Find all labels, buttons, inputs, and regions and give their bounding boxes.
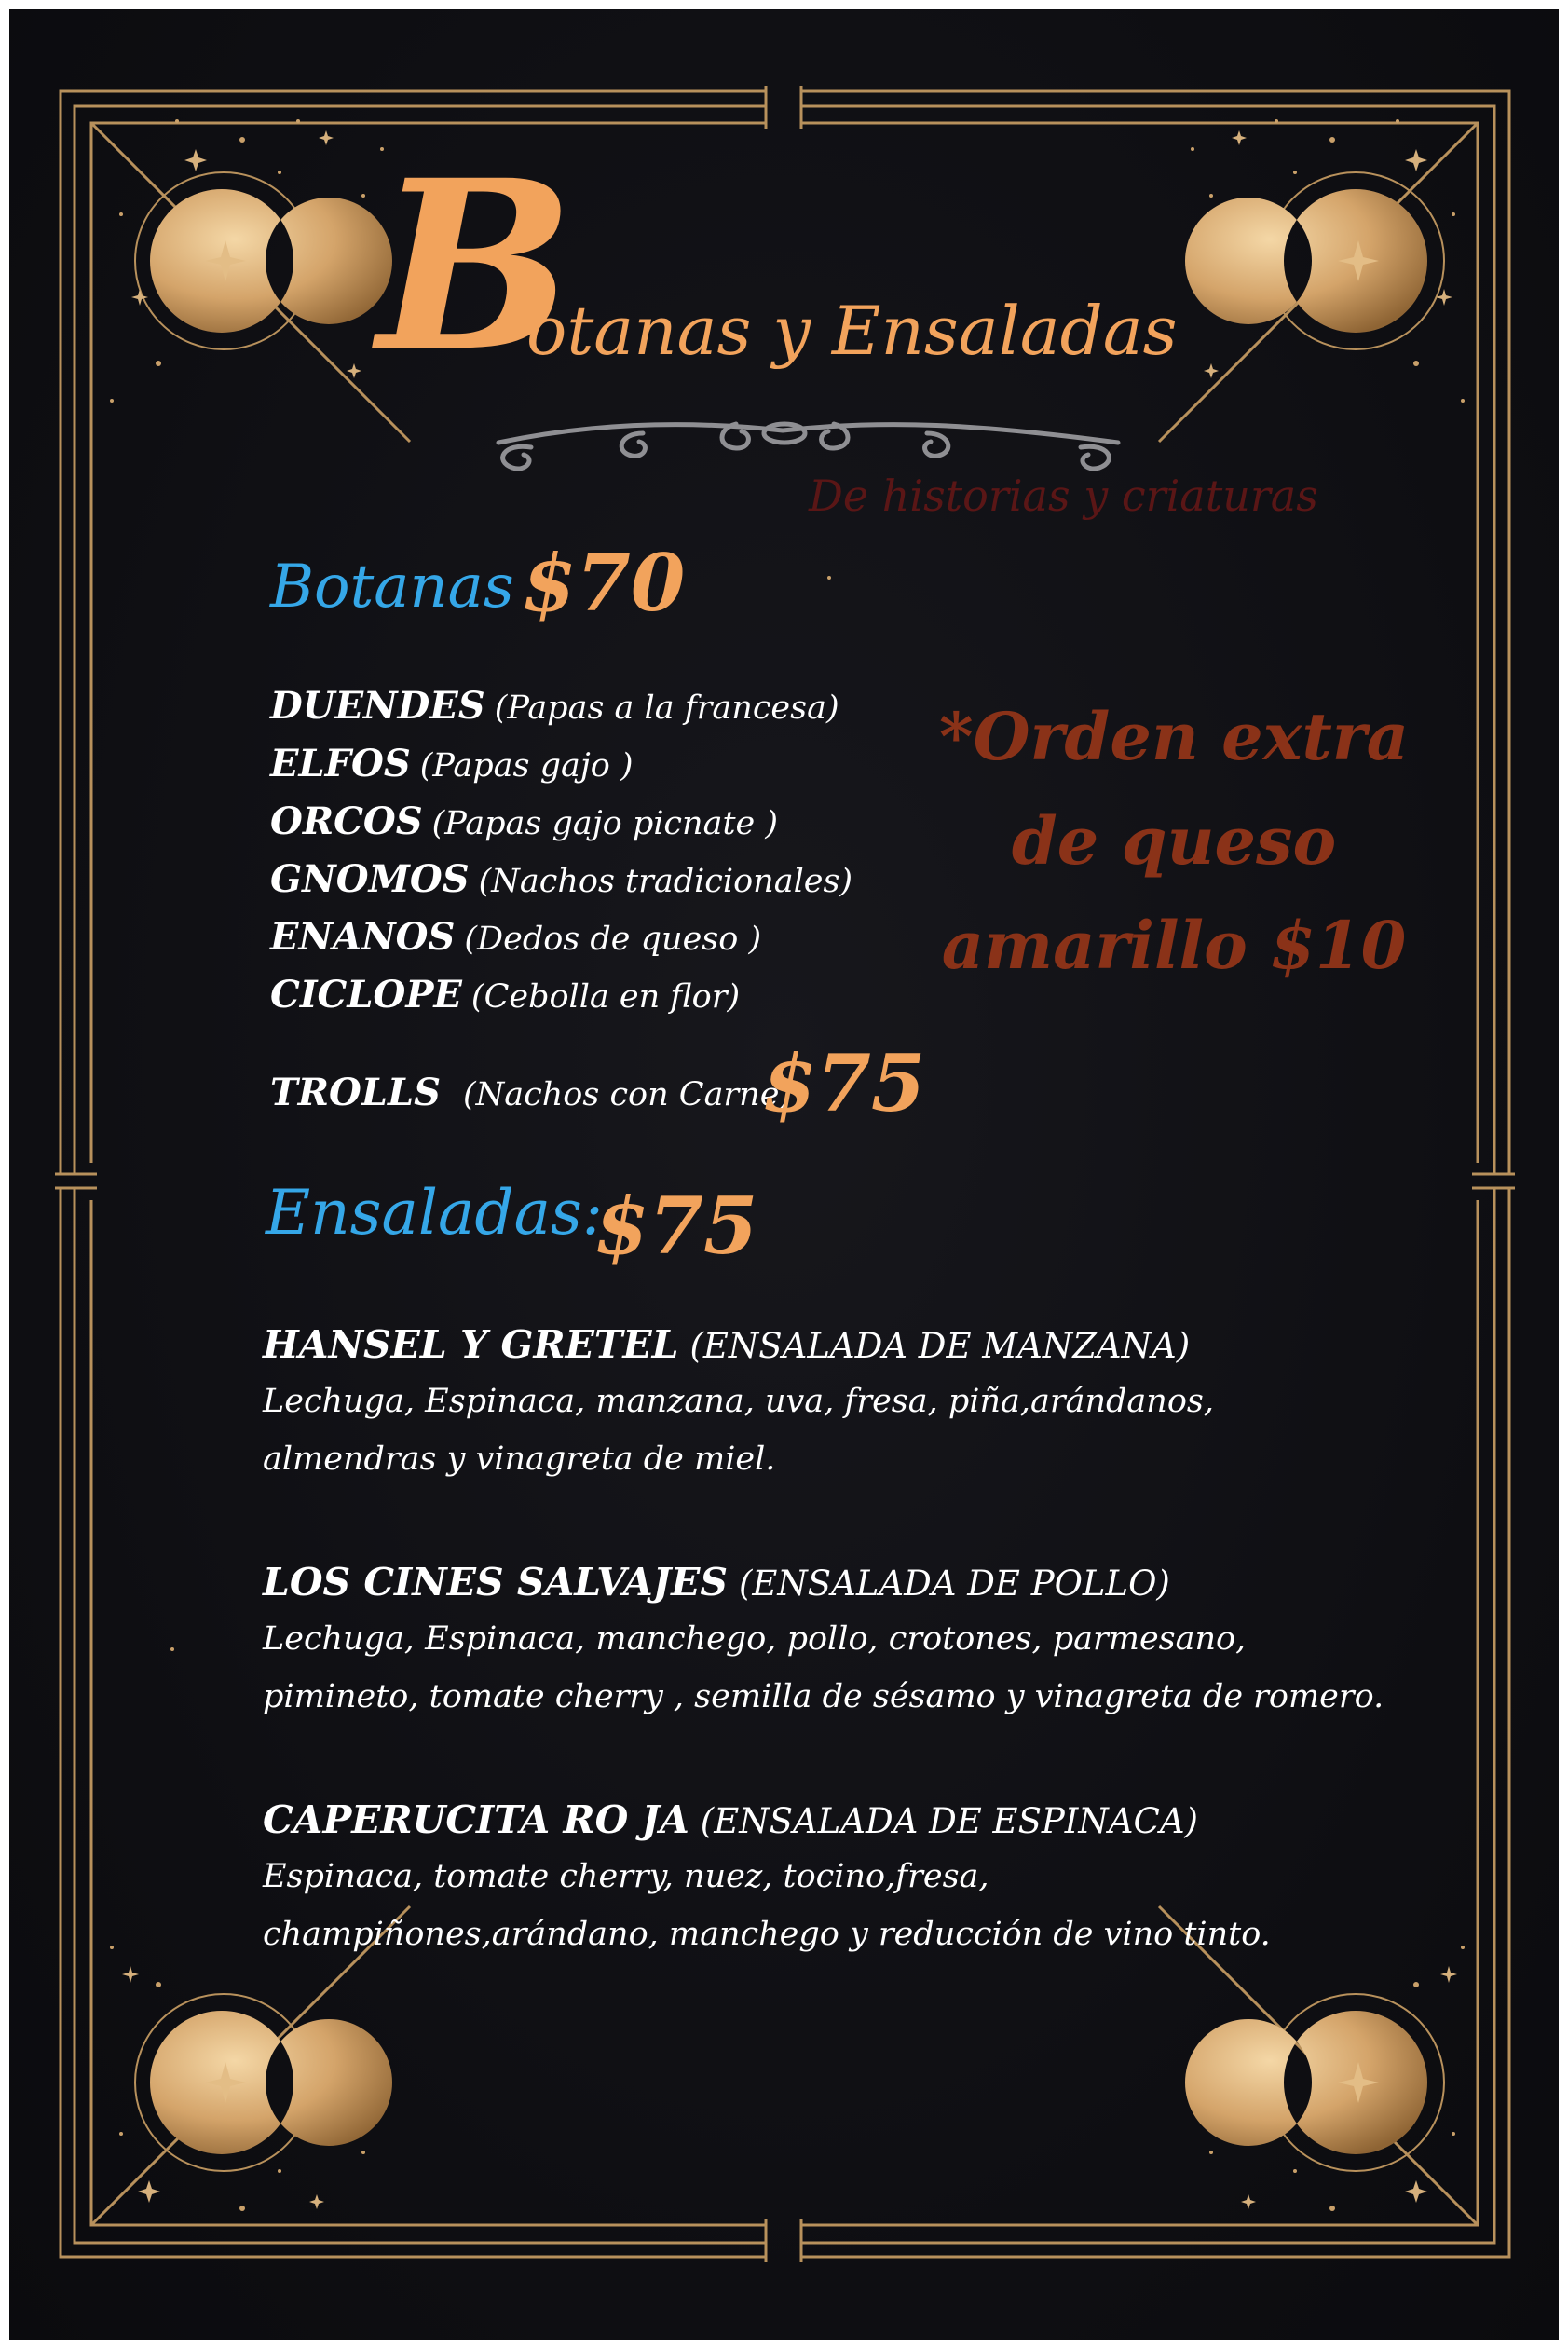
item-description: (Nachos con Carne)	[463, 1076, 793, 1113]
item-description: (Papas gajo )	[419, 747, 634, 785]
salad-ingredients: champiñones,arándano, manchego y reducción de vino tinto.	[263, 1916, 1271, 1953]
special-item-price: $75	[762, 1037, 926, 1129]
list-item	[270, 794, 852, 852]
item-name: GNOMOS	[270, 857, 470, 901]
list-item	[270, 967, 852, 1025]
salad-item	[263, 1318, 1214, 1488]
salad-ingredients: Espinaca, tomate cherry, nuez, tocino,fresa,	[263, 1858, 989, 1895]
salad-type: (ENSALADA DE POLLO)	[738, 1564, 1170, 1604]
ensaladas-heading: Ensaladas:	[266, 1177, 604, 1249]
salad-type: (ENSALADA DE ESPINACA)	[700, 1801, 1198, 1841]
special-item	[270, 1065, 792, 1123]
botanas-heading: Botanas	[270, 553, 514, 621]
salad-name: HANSEL Y GRETEL	[263, 1322, 679, 1367]
salad-ingredients: Lechuga, Espinaca, manzana, uva, fresa, piña,arándanos,	[263, 1383, 1214, 1420]
salad-name: CAPERUCITA RO JA	[263, 1797, 689, 1842]
note-line: *Orden extra	[938, 698, 1410, 775]
list-item	[270, 909, 852, 967]
flourish-divider	[498, 424, 1118, 469]
item-description: (Dedos de queso )	[464, 921, 762, 958]
ensaladas-price: $75	[594, 1180, 758, 1272]
title-initial: B	[377, 129, 575, 403]
salad-item	[263, 1556, 1384, 1726]
item-name: TROLLS	[270, 1071, 441, 1114]
salad-name: LOS CINES SALVAJES	[263, 1560, 728, 1605]
list-item	[270, 678, 852, 736]
item-name: CICLOPE	[270, 973, 462, 1017]
salad-ingredients: Lechuga, Espinaca, manchego, pollo, crotones, parmesano,	[263, 1620, 1247, 1658]
note-line: de queso	[1011, 802, 1337, 880]
menu-page	[9, 9, 1559, 2340]
list-item	[270, 852, 852, 909]
item-description: (Nachos tradicionales)	[478, 863, 853, 900]
item-name: ELFOS	[270, 742, 411, 785]
salad-type: (ENSALADA DE MANZANA)	[689, 1326, 1191, 1366]
page-title: otanas y Ensaladas	[526, 292, 1178, 370]
page-subtitle: De historias y criaturas	[809, 471, 1318, 521]
extra-cheese-note	[894, 685, 1453, 998]
botanas-list	[270, 678, 852, 1025]
item-description: (Cebolla en flor)	[470, 978, 741, 1016]
item-name: ORCOS	[270, 799, 423, 843]
item-name: ENANOS	[270, 915, 456, 959]
item-description: (Papas a la francesa)	[494, 690, 839, 727]
item-name: DUENDES	[270, 684, 485, 728]
item-description: (Papas gajo picnate )	[431, 805, 779, 842]
botanas-price: $70	[522, 537, 686, 629]
salad-ingredients: almendras y vinagreta de miel.	[263, 1441, 776, 1478]
salad-item	[263, 1794, 1271, 1963]
list-item	[270, 736, 852, 794]
note-line: amarillo $10	[941, 907, 1407, 984]
salad-ingredients: pimineto, tomate cherry , semilla de sésamo y vinagreta de romero.	[263, 1678, 1384, 1715]
